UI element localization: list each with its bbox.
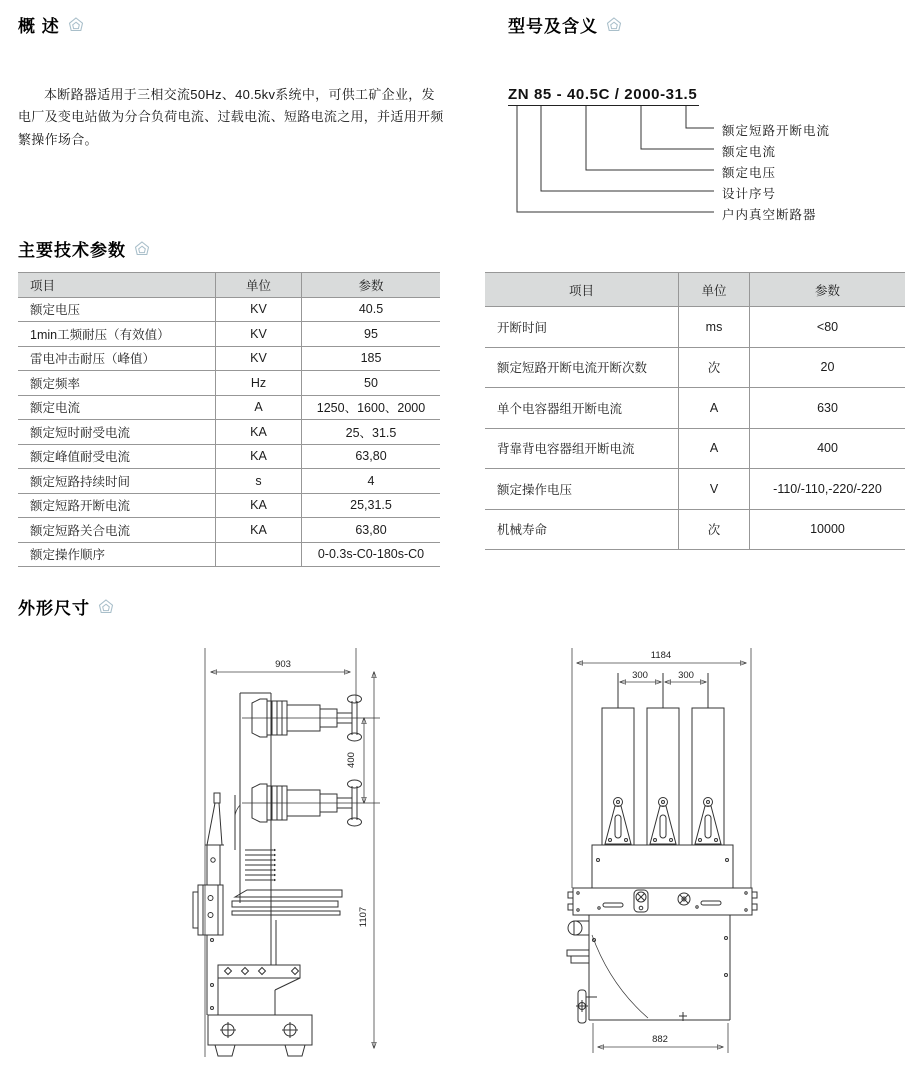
table-row <box>18 322 440 347</box>
cell-item: 额定短路开断电流 <box>18 493 216 518</box>
cell-unit: KV <box>216 297 302 322</box>
table-row <box>18 395 440 420</box>
dim-400: 400 <box>346 752 357 768</box>
cell-unit: V <box>679 469 750 510</box>
cell-value: 0-0.3s-C0-180s-C0 <box>302 542 441 567</box>
cell-item: 额定电压 <box>18 297 216 322</box>
cell-item: 额定短路关合电流 <box>18 518 216 543</box>
model-label-rated-voltage: 额定电压 <box>722 166 777 180</box>
table-row <box>18 420 440 445</box>
cell-value: -110/-110,-220/-220 <box>750 469 906 510</box>
table-row <box>485 307 905 348</box>
cell-unit: KA <box>216 444 302 469</box>
cell-item: 额定操作电压 <box>485 469 679 510</box>
cell-unit: KA <box>216 420 302 445</box>
cell-value: 95 <box>302 322 441 347</box>
col-header-item: 项目 <box>485 273 679 307</box>
front-view-drawing <box>540 645 790 1065</box>
left-params-table <box>18 272 440 567</box>
cell-value: 630 <box>750 388 906 429</box>
overview-heading <box>18 12 84 37</box>
table-row <box>18 297 440 322</box>
params-heading-text: 主要技术参数 <box>18 241 126 260</box>
model-heading <box>508 12 622 37</box>
dim-1107: 1107 <box>358 906 369 928</box>
table-header-row <box>18 273 440 298</box>
table-row <box>485 388 905 429</box>
cell-item: 机械寿命 <box>485 509 679 550</box>
cell-item: 雷电冲击耐压（峰值） <box>18 346 216 371</box>
col-header-unit: 单位 <box>679 273 750 307</box>
cell-value: 63,80 <box>302 518 441 543</box>
cell-item: 1min工频耐压（有效值） <box>18 322 216 347</box>
table-row <box>18 469 440 494</box>
dim-300-a: 300 <box>632 670 648 681</box>
table-row <box>485 347 905 388</box>
col-header-unit: 单位 <box>216 273 302 298</box>
overview-heading-text: 概 述 <box>18 17 60 36</box>
cell-unit: A <box>679 428 750 469</box>
table-row <box>18 444 440 469</box>
home-anchor-icon <box>606 17 622 32</box>
model-code: ZN 85 - 40.5C / 2000-31.5 <box>508 86 699 106</box>
cell-unit: KV <box>216 346 302 371</box>
cell-item: 开断时间 <box>485 307 679 348</box>
cell-item: 单个电容器组开断电流 <box>485 388 679 429</box>
table-row <box>18 371 440 396</box>
cell-unit <box>216 542 302 567</box>
home-anchor-icon <box>68 17 84 32</box>
cell-value: 10000 <box>750 509 906 550</box>
dim-300-b: 300 <box>678 670 694 681</box>
cell-item: 额定短路持续时间 <box>18 469 216 494</box>
cell-unit: Hz <box>216 371 302 396</box>
right-params-table <box>485 272 905 550</box>
model-label-rated-current: 额定电流 <box>722 145 777 159</box>
dimensions-heading-text: 外形尺寸 <box>18 599 90 618</box>
model-label-indoor-vcb: 户内真空断路器 <box>722 208 817 222</box>
cell-value: <80 <box>750 307 906 348</box>
model-label-design-serial: 设计序号 <box>722 187 777 201</box>
cell-unit: A <box>216 395 302 420</box>
cell-unit: ms <box>679 307 750 348</box>
cell-value: 25,31.5 <box>302 493 441 518</box>
cell-item: 额定峰值耐受电流 <box>18 444 216 469</box>
dim-903: 903 <box>275 659 291 670</box>
col-header-value: 参数 <box>302 273 441 298</box>
cell-unit: KA <box>216 518 302 543</box>
cell-item: 额定短时耐受电流 <box>18 420 216 445</box>
cell-item: 额定操作顺序 <box>18 542 216 567</box>
dimensions-heading <box>18 594 114 619</box>
cell-unit: s <box>216 469 302 494</box>
model-heading-text: 型号及含义 <box>508 17 598 36</box>
cell-value: 1250、1600、2000 <box>302 395 441 420</box>
cell-unit: KA <box>216 493 302 518</box>
cell-unit: 次 <box>679 347 750 388</box>
cell-item: 额定短路开断电流开断次数 <box>485 347 679 388</box>
table-row <box>485 509 905 550</box>
model-connector-lines <box>508 106 720 218</box>
cell-unit: 次 <box>679 509 750 550</box>
dim-882: 882 <box>652 1034 668 1045</box>
cell-value: 25、31.5 <box>302 420 441 445</box>
side-view-drawing <box>190 645 430 1065</box>
table-header-row <box>485 273 905 307</box>
table-row <box>18 542 440 567</box>
cell-item: 额定频率 <box>18 371 216 396</box>
cell-item: 背靠背电容器组开断电流 <box>485 428 679 469</box>
cell-unit: A <box>679 388 750 429</box>
params-heading <box>18 236 150 261</box>
overview-paragraph: 本断路器适用于三相交流50Hz、40.5kv系统中，可供工矿企业，发电厂及变电站做为分合负荷电流、过载电流、短路电流之用，并适用开频繁操作场合。 <box>18 87 444 147</box>
home-anchor-icon <box>98 599 114 614</box>
col-header-item: 项目 <box>18 273 216 298</box>
cell-value: 20 <box>750 347 906 388</box>
table-row <box>18 518 440 543</box>
model-label-breaking-current: 额定短路开断电流 <box>722 124 831 138</box>
dim-1184: 1184 <box>650 650 672 661</box>
table-row <box>485 428 905 469</box>
table-row <box>485 469 905 510</box>
cell-value: 40.5 <box>302 297 441 322</box>
cell-value: 185 <box>302 346 441 371</box>
cell-value: 400 <box>750 428 906 469</box>
cell-value: 4 <box>302 469 441 494</box>
cell-value: 50 <box>302 371 441 396</box>
home-anchor-icon <box>134 241 150 256</box>
col-header-value: 参数 <box>750 273 906 307</box>
cell-value: 63,80 <box>302 444 441 469</box>
table-row <box>18 493 440 518</box>
table-row <box>18 346 440 371</box>
cell-item: 额定电流 <box>18 395 216 420</box>
cell-unit: KV <box>216 322 302 347</box>
